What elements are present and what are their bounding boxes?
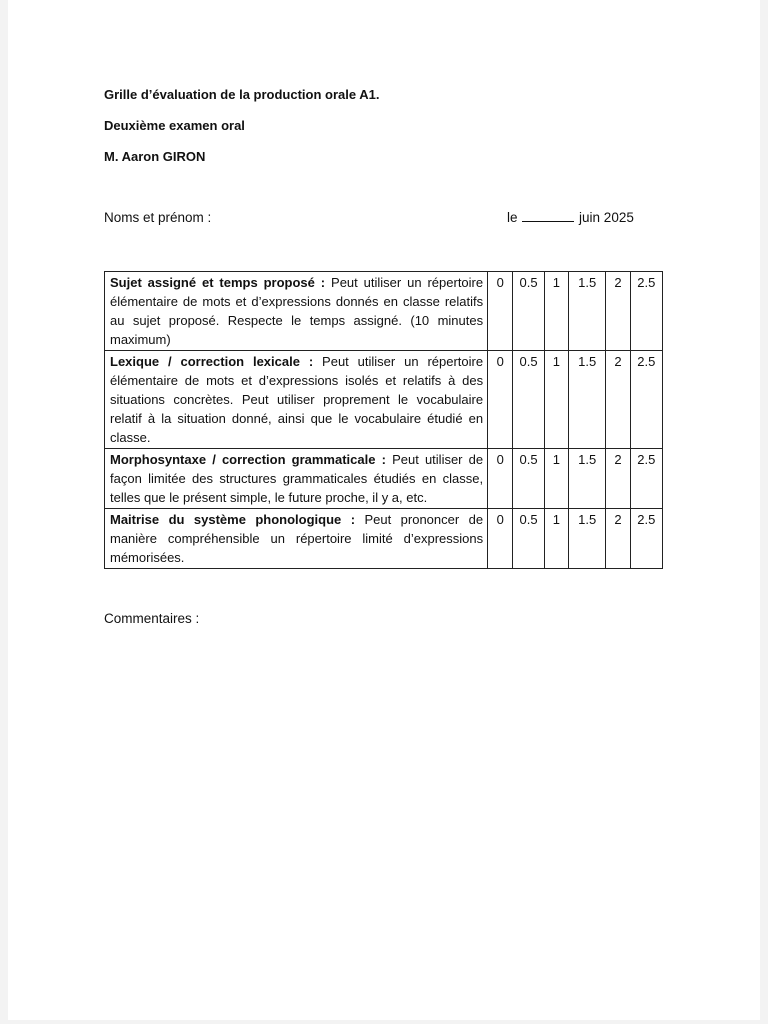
score-cell: 0 xyxy=(488,272,513,351)
score-cell: 1 xyxy=(544,272,568,351)
score-cell: 2.5 xyxy=(630,272,662,351)
score-cell: 2.5 xyxy=(630,449,662,509)
criterion-text: Peut prononcer de manière compréhensible un répertoire limité d’expressions mémorisées. xyxy=(110,512,484,565)
score-cell: 2 xyxy=(606,272,630,351)
score-cell: 0.5 xyxy=(513,509,544,569)
table-row xyxy=(105,351,663,449)
date-suffix: juin 2025 xyxy=(579,210,634,225)
score-cell: 0.5 xyxy=(513,351,544,449)
score-cell: 1 xyxy=(544,449,568,509)
table-row xyxy=(105,272,663,351)
names-label: Noms et prénom : xyxy=(104,210,212,225)
score-cell: 0 xyxy=(488,351,513,449)
exam-subtitle: Deuxième examen oral xyxy=(104,118,245,133)
score-cell: 1.5 xyxy=(568,449,605,509)
criterion-text: Peut utiliser un répertoire élémentaire de mots et d’expressions donnés en classe relatifs au sujet proposé. Respecte le temps assigné. (10 minutes maximum) xyxy=(110,275,484,347)
criterion-cell xyxy=(105,509,488,569)
evaluation-grid xyxy=(104,271,663,569)
score-cell: 2 xyxy=(606,351,630,449)
score-cell: 0.5 xyxy=(513,272,544,351)
table-row xyxy=(105,509,663,569)
score-cell: 1.5 xyxy=(568,351,605,449)
score-cell: 2.5 xyxy=(630,509,662,569)
criterion-heading: Lexique / correction lexicale : xyxy=(110,354,314,369)
criterion-text: Peut utiliser de façon limitée des structures grammaticales étudiés en classe, telles que le présent simple, le future proche, il y a, etc. xyxy=(110,452,484,505)
score-cell: 0 xyxy=(488,449,513,509)
criterion-cell xyxy=(105,272,488,351)
score-cell: 0.5 xyxy=(513,449,544,509)
criterion-cell xyxy=(105,351,488,449)
criterion-text: Peut utiliser un répertoire élémentaire de mots et d’expressions isolés et relatifs à des situations concrètes. Peut utiliser proprement le vocabulaire relatif à la situation donné, ainsi que le vocabulaire étudié en classe. xyxy=(110,354,484,445)
document-title: Grille d’évaluation de la production orale A1. xyxy=(104,87,380,102)
score-cell: 1 xyxy=(544,351,568,449)
teacher-name: M. Aaron GIRON xyxy=(104,149,206,164)
criterion-heading: Sujet assigné et temps proposé : xyxy=(110,275,326,290)
score-cell: 2 xyxy=(606,509,630,569)
table-row xyxy=(105,449,663,509)
score-cell: 0 xyxy=(488,509,513,569)
date-line xyxy=(507,210,634,225)
date-prefix: le xyxy=(507,210,518,225)
criterion-heading: Morphosyntaxe / correction grammaticale : xyxy=(110,452,386,467)
criterion-heading: Maitrise du système phonologique : xyxy=(110,512,356,527)
criterion-cell xyxy=(105,449,488,509)
score-cell: 1.5 xyxy=(568,509,605,569)
score-cell: 1.5 xyxy=(568,272,605,351)
comments-label: Commentaires : xyxy=(104,611,200,626)
score-cell: 1 xyxy=(544,509,568,569)
score-cell: 2.5 xyxy=(630,351,662,449)
date-blank xyxy=(522,210,574,222)
score-cell: 2 xyxy=(606,449,630,509)
